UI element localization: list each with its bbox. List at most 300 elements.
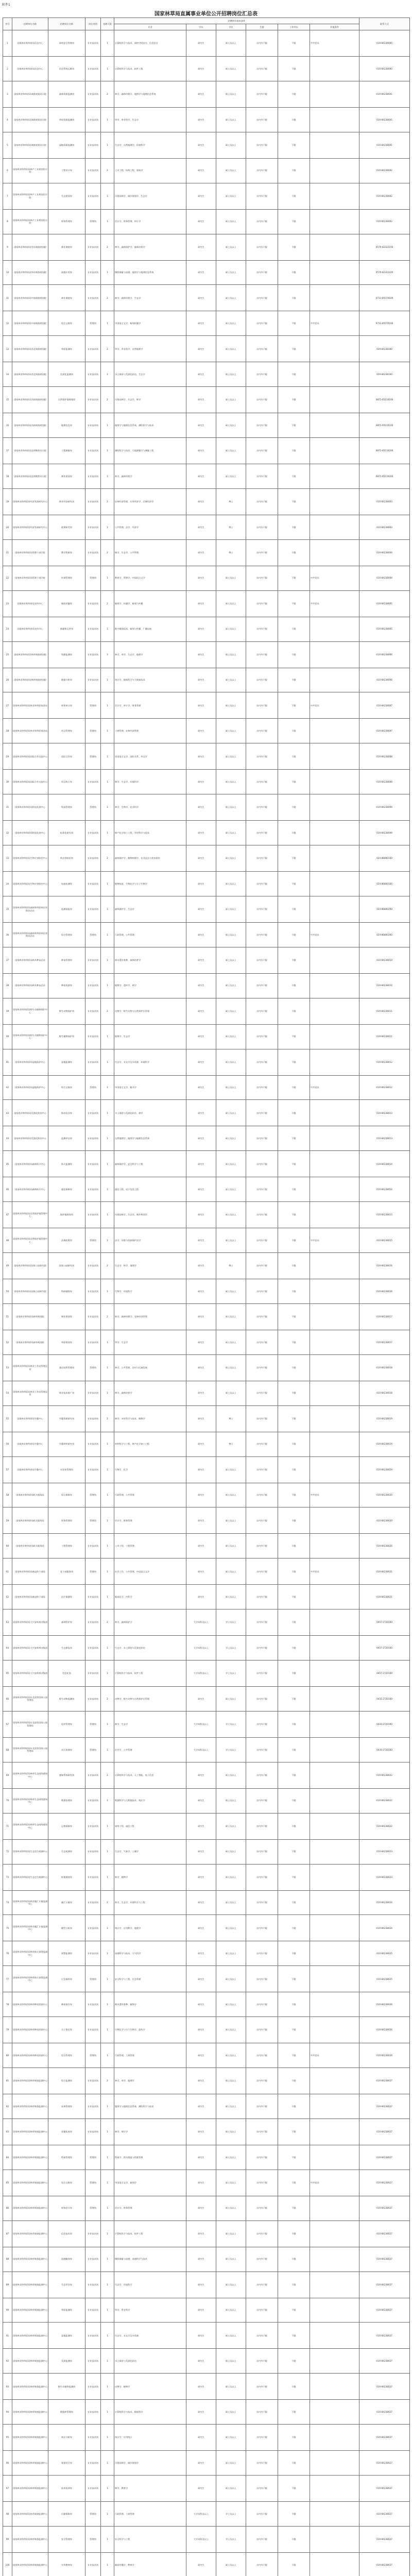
cell-degree: 硕士及以上 (216, 2221, 246, 2247)
cell-index: 9 (3, 234, 12, 260)
cell-origin: 京内外不限 (246, 1177, 278, 1202)
cell-education: 研究生 (186, 132, 216, 158)
table-row (3, 209, 410, 234)
table-row (3, 743, 410, 770)
cell-education: 研究生 (186, 158, 216, 183)
cell-major: 草学、生态学 (114, 1330, 186, 1354)
cell-education: 研究生 (186, 2400, 216, 2425)
cell-major: 统计学、数据科学与大数据技术 (114, 668, 186, 692)
cell-post: 防沙治沙岗 (48, 1100, 85, 1126)
cell-post: 科技管理岗 (48, 794, 85, 821)
table-row (3, 1585, 410, 1609)
cell-index: 99 (3, 2526, 12, 2552)
cell-index: 24 (3, 617, 12, 641)
cell-unit: 国家林业和草原局国际合作交流中心 (12, 743, 48, 770)
cell-education: 研究生 (186, 2552, 216, 2576)
cell-major: 安全科学与工程 (114, 2526, 186, 2552)
cell-other (310, 1585, 359, 1609)
cell-unit: 国家林业和草原局湿地保护中心 (12, 1049, 48, 1075)
cell-origin: 京内外不限 (246, 438, 278, 464)
cell-origin: 京内外不限 (246, 1890, 278, 1915)
table-row (3, 2349, 410, 2374)
cell-origin: 京内外不限 (246, 1354, 278, 1381)
cell-experience: 不限 (278, 311, 310, 336)
cell-education: 研究生 (186, 1534, 216, 1558)
cell-count: 1 (101, 2170, 114, 2196)
cell-experience: 不限 (278, 845, 310, 872)
cell-experience: 不限 (278, 30, 310, 57)
cell-degree: 硕士及以上 (216, 2298, 246, 2323)
cell-experience: 不限 (278, 1534, 310, 1558)
cell-unit: 国家林业和草原局调查规划设计院 (12, 81, 48, 107)
cell-other (310, 1507, 359, 1534)
cell-degree: 硕士及以上 (216, 311, 246, 336)
cell-degree: 硕士及以上 (216, 2247, 246, 2272)
cell-index: 85 (3, 2170, 12, 2196)
cell-education: 研究生 (186, 2119, 216, 2145)
cell-unit: 国家林业和草原局西南调查规划院 (12, 387, 48, 413)
cell-unit: 国家林业和草原局科技发展中心 (12, 794, 48, 821)
cell-unit: 国家林业和草原局野生动植物保护中心 (12, 998, 48, 1024)
cell-unit: 国家林业和草原局林业碳汇计量监测中心 (12, 1890, 48, 1915)
cell-category: 专业技术岗 (85, 1432, 101, 1456)
table-row (3, 1534, 410, 1558)
cell-other (310, 2272, 359, 2298)
cell-origin: 京内外不限 (246, 2247, 278, 2272)
header-cell: 工作经历 (278, 24, 310, 30)
cell-experience: 不限 (278, 488, 310, 515)
cell-category: 专业技术岗 (85, 2272, 101, 2298)
cell-count: 1 (101, 1737, 114, 1762)
cell-post: 综合文秘岗 (48, 1075, 85, 1100)
cell-other (310, 2526, 359, 2552)
cell-origin: 京内外不限 (246, 1788, 278, 1813)
cell-education: 研究生 (186, 260, 216, 285)
table-row (3, 1839, 410, 1864)
cell-origin: 京内外不限 (246, 821, 278, 845)
cell-origin: 京内外不限 (246, 2017, 278, 2043)
cell-index: 96 (3, 2451, 12, 2476)
cell-origin: 京内外不限 (246, 2272, 278, 2298)
cell-origin: 京内外不限 (246, 1941, 278, 1966)
cell-contact: 010-84238000 (359, 57, 410, 81)
cell-major: 计算机科学与技术、软件工程 (114, 57, 186, 81)
table-row (3, 2323, 410, 2349)
cell-category: 专业技术岗 (85, 1253, 101, 1279)
cell-index: 15 (3, 387, 12, 413)
cell-index: 37 (3, 947, 12, 973)
cell-major: 植物检疫、生物化学与分子生物学 (114, 872, 186, 896)
cell-degree: 硕士及以上 (216, 1534, 246, 1558)
table-row (3, 1381, 410, 1405)
cell-category: 专业技术岗 (85, 1456, 101, 1483)
cell-major: 林木遗传育种、植物学 (114, 1992, 186, 2017)
cell-other (310, 2221, 359, 2247)
cell-major: 会计学、财务管理 (114, 2196, 186, 2221)
cell-origin: 京内外不限 (246, 2526, 278, 2552)
cell-degree: 硕士及以上 (216, 641, 246, 668)
cell-other (310, 2094, 359, 2119)
table-row (3, 1049, 410, 1075)
cell-count: 1 (101, 1813, 114, 1839)
cell-experience: 不限 (278, 2400, 310, 2425)
cell-degree: 硕士及以上 (216, 668, 246, 692)
cell-major: 生物学、环境科学 (114, 1279, 186, 1304)
table-row (3, 132, 410, 158)
cell-count: 2 (101, 81, 114, 107)
cell-post: 工程管理岗 (48, 1534, 85, 1558)
cell-origin: 京内外不限 (246, 234, 278, 260)
table-row (3, 1228, 410, 1253)
cell-unit: 国家林业和草原局离退休干部局 (12, 1585, 48, 1609)
cell-other (310, 668, 359, 692)
cell-post: 种质资源岗 (48, 973, 85, 998)
cell-experience: 不限 (278, 872, 310, 896)
table-row (3, 1405, 410, 1432)
cell-origin: 京内外不限 (246, 81, 278, 107)
cell-education: 研究生 (186, 515, 216, 539)
table-row (3, 794, 410, 821)
cell-contact: 0457-2720100 (359, 1636, 410, 1660)
table-row (3, 719, 410, 743)
table-row (3, 1432, 410, 1456)
cell-experience: 不限 (278, 794, 310, 821)
cell-index: 70 (3, 1788, 12, 1813)
cell-index: 93 (3, 2374, 12, 2400)
cell-major: 林学、森林培育学 (114, 1381, 186, 1405)
table-row (3, 2017, 410, 2043)
cell-post: 综合文秘岗 (48, 311, 85, 336)
cell-major: 生态学、水文学及水资源 (114, 2323, 186, 2349)
cell-degree: 硕士及以上 (216, 1890, 246, 1915)
cell-major: 中国语言文学、秘书学 (114, 1075, 186, 1100)
cell-degree: 硕士及以上 (216, 770, 246, 794)
cell-index: 77 (3, 1966, 12, 1992)
cell-index: 97 (3, 2476, 12, 2502)
cell-index: 44 (3, 1126, 12, 1151)
cell-major: 教育学、管理学、中国语言文学 (114, 566, 186, 590)
cell-experience: 不限 (278, 81, 310, 107)
cell-unit: 国家林业和草原局林草种质资源中心 (12, 2043, 48, 2068)
table-row (3, 2552, 410, 2576)
cell-contact: 010-84238018 (359, 1381, 410, 1405)
cell-contact: 010-84238027 (359, 2451, 410, 2476)
cell-major: 生物化学与分子生物学、遗传学 (114, 2017, 186, 2043)
cell-origin: 京内外不限 (246, 1585, 278, 1609)
cell-contact: 010-84238027 (359, 2119, 410, 2145)
cell-index: 31 (3, 794, 12, 821)
cell-post: 竹藤材料研究岗 (48, 1432, 85, 1456)
cell-experience: 不限 (278, 132, 310, 158)
cell-major: 生态学、气象学、土壤学 (114, 1839, 186, 1864)
cell-major: 计算机科学与技术、软件工程 (114, 2221, 186, 2247)
cell-unit: 国家林业和草原局信息中心 (12, 30, 48, 57)
header-cell: 招聘人数 (101, 18, 114, 30)
cell-origin: 京内外不限 (246, 311, 278, 336)
cell-education: 研究生 (186, 1049, 216, 1075)
cell-contact: 010-84238027 (359, 2094, 410, 2119)
cell-education: 研究生 (186, 1075, 216, 1100)
cell-count: 1 (101, 821, 114, 845)
cell-experience: 不限 (278, 1354, 310, 1381)
cell-index: 60 (3, 1534, 12, 1558)
cell-contact: 010-84238027 (359, 2552, 410, 2576)
cell-other (310, 1432, 359, 1456)
cell-unit: 国家林业和草原局机关服务局 (12, 1534, 48, 1558)
cell-degree: 学士及以上 (216, 2526, 246, 2552)
cell-index: 47 (3, 1202, 12, 1228)
cell-index: 92 (3, 2349, 12, 2374)
cell-post: 草原规划岗 (48, 1330, 85, 1354)
cell-major: 会计学、财务管理、审计学 (114, 209, 186, 234)
cell-count: 2 (101, 539, 114, 566)
cell-education: 研究生 (186, 845, 216, 872)
cell-post: 后勤保障岗 (48, 2502, 85, 2527)
cell-origin: 京内外不限 (246, 1762, 278, 1788)
cell-category: 专业技术岗 (85, 488, 101, 515)
cell-other (310, 107, 359, 132)
cell-contact: 010-84238027 (359, 2349, 410, 2374)
cell-origin: 京内外不限 (246, 770, 278, 794)
cell-major: 材料科学与工程、林产化学加工工程 (114, 1432, 186, 1456)
cell-count: 2 (101, 285, 114, 311)
cell-education: 研究生 (186, 1966, 216, 1992)
cell-major: 生态学、水文学及水资源、环境科学 (114, 1049, 186, 1075)
cell-experience: 不限 (278, 1558, 310, 1585)
cell-education: 大学本科及以上 (186, 1737, 216, 1762)
cell-count: 2 (101, 845, 114, 872)
cell-index: 6 (3, 158, 12, 183)
cell-contact: 010-84238008 (359, 770, 410, 794)
cell-other: 中共党员 (310, 1483, 359, 1507)
cell-count: 1 (101, 1636, 114, 1660)
cell-origin: 京内外不限 (246, 1303, 278, 1330)
cell-major: 计算机科学与技术、数据科学 (114, 2400, 186, 2425)
cell-unit: 国家林业和草原局林草防火预警监测中心 (12, 1966, 48, 1992)
cell-index: 41 (3, 1049, 12, 1075)
cell-origin: 京内外不限 (246, 2068, 278, 2094)
cell-origin: 京内外不限 (246, 1432, 278, 1456)
cell-degree: 硕士及以上 (216, 1279, 246, 1304)
cell-category: 专业技术岗 (85, 1636, 101, 1660)
cell-index: 73 (3, 1864, 12, 1890)
table-row (3, 260, 410, 285)
cell-category: 专业技术岗 (85, 2349, 101, 2374)
cell-other (310, 260, 359, 285)
header-cell: 序号 (3, 18, 12, 30)
cell-experience: 不限 (278, 1737, 310, 1762)
cell-index: 42 (3, 1075, 12, 1100)
cell-origin: 京内外不限 (246, 1864, 278, 1890)
table-row (3, 821, 410, 845)
table-row (3, 1177, 410, 1202)
cell-experience: 不限 (278, 590, 310, 617)
cell-experience: 不限 (278, 438, 310, 464)
table-row (3, 1660, 410, 1687)
cell-category: 专业技术岗 (85, 1609, 101, 1636)
cell-post: 生态观测岗 (48, 1839, 85, 1864)
table-header-row-group (3, 18, 410, 24)
cell-index: 58 (3, 1483, 12, 1507)
cell-experience: 不限 (278, 2145, 310, 2170)
cell-contact: 010-84238018 (359, 1354, 410, 1381)
cell-contact: 010-84238015 (359, 1228, 410, 1253)
cell-unit: 国家林业和草原局森林和草原病虫害防治总站 (12, 896, 48, 922)
cell-major: 林学、植物学 (114, 1864, 186, 1890)
cell-experience: 不限 (278, 260, 310, 285)
cell-index: 22 (3, 566, 12, 590)
cell-major: 地图学与地理信息系统、测绘科学与技术 (114, 2094, 186, 2119)
table-row (3, 668, 410, 692)
cell-education: 研究生 (186, 539, 216, 566)
cell-other (310, 947, 359, 973)
cell-other (310, 719, 359, 743)
cell-contact: 010-84238015 (359, 1202, 410, 1228)
cell-count: 1 (101, 2476, 114, 2502)
cell-degree: 硕士及以上 (216, 845, 246, 872)
cell-other: 中共党员 (310, 590, 359, 617)
cell-other (310, 896, 359, 922)
cell-category: 专业技术岗 (85, 1585, 101, 1609)
cell-unit: 国家林业和草原局调查规划设计院 (12, 132, 48, 158)
cell-count: 1 (101, 896, 114, 922)
cell-education: 研究生 (186, 107, 216, 132)
cell-degree: 硕士及以上 (216, 209, 246, 234)
cell-index: 4 (3, 107, 12, 132)
cell-education: 研究生 (186, 438, 216, 464)
cell-major: 生态学、林学、地理学 (114, 1253, 186, 1279)
cell-contact: 0579-82322100 (359, 260, 410, 285)
cell-major: 计算机科学与技术、人工智能、电子信息 (114, 1762, 186, 1788)
cell-contact: 010-84238022 (359, 1813, 410, 1839)
cell-contact: 010-84238005 (359, 590, 410, 617)
cell-education: 研究生 (186, 234, 216, 260)
cell-education: 研究生 (186, 1941, 216, 1966)
cell-index: 36 (3, 922, 12, 947)
cell-other (310, 1354, 359, 1381)
cell-experience: 不限 (278, 1915, 310, 1941)
cell-other (310, 1381, 359, 1405)
cell-origin: 京内外不限 (246, 1202, 278, 1228)
cell-other (310, 2298, 359, 2323)
cell-index: 7 (3, 183, 12, 209)
cell-origin: 京内外不限 (246, 158, 278, 183)
table-row (3, 947, 410, 973)
table-row (3, 1330, 410, 1354)
table-row (3, 107, 410, 132)
cell-count: 1 (101, 57, 114, 81)
cell-other (310, 2451, 359, 2476)
cell-education: 研究生 (186, 2425, 216, 2451)
cell-origin: 京内外不限 (246, 719, 278, 743)
cell-post: 标准化研究岗 (48, 821, 85, 845)
cell-count: 1 (101, 1915, 114, 1941)
cell-major: 法学、环境与资源保护法学 (114, 1228, 186, 1253)
cell-origin: 京内外不限 (246, 1813, 278, 1839)
cell-count: 1 (101, 1354, 114, 1381)
cell-origin: 京内外不限 (246, 2451, 278, 2476)
cell-contact: 010-84238004 (359, 539, 410, 566)
cell-post: 林业规划岗 (48, 464, 85, 489)
cell-count: 1 (101, 692, 114, 719)
cell-major: 遥感科学与技术、大气科学 (114, 1941, 186, 1966)
cell-unit: 国家林业和草原局林草调查监测中心 (12, 2425, 48, 2451)
cell-origin: 京内外不限 (246, 1330, 278, 1354)
cell-degree: 硕士及以上 (216, 1762, 246, 1788)
cell-unit: 国家林业和草原局经济发展研究中心 (12, 488, 48, 515)
cell-degree: 硕士及以上 (216, 1585, 246, 1609)
cell-unit: 国家林业和草原局生物灾害防控中心 (12, 872, 48, 896)
table-row (3, 57, 410, 81)
cell-count: 1 (101, 183, 114, 209)
table-row (3, 1279, 410, 1304)
table-row (3, 973, 410, 998)
cell-category: 专业技术岗 (85, 1762, 101, 1788)
cell-degree: 硕士及以上 (216, 1151, 246, 1177)
cell-index: 65 (3, 1660, 12, 1687)
cell-category: 专业技术岗 (85, 973, 101, 998)
header-cell: 学历 (186, 24, 216, 30)
cell-major: 林学、统计学 (114, 2119, 186, 2145)
cell-category: 专业技术岗 (85, 336, 101, 362)
cell-origin: 京内外不限 (246, 1151, 278, 1177)
cell-other (310, 1405, 359, 1432)
cell-index: 61 (3, 1558, 12, 1585)
cell-major: 水土保持与荒漠化防治 (114, 2349, 186, 2374)
table-row (3, 1202, 410, 1228)
cell-education: 研究生 (186, 413, 216, 438)
cell-unit: 国家林业和草原局林草种质资源中心 (12, 2017, 48, 2043)
cell-major: 土木工程、工程管理 (114, 1534, 186, 1558)
cell-degree: 硕士及以上 (216, 821, 246, 845)
cell-post: 野生植物保护岗 (48, 1024, 85, 1049)
cell-origin: 京内外不限 (246, 132, 278, 158)
cell-count: 1 (101, 2552, 114, 2576)
cell-unit: 国家林业和草原局离退休干部局 (12, 1558, 48, 1585)
cell-degree: 硕士及以上 (216, 896, 246, 922)
cell-post: 分子鉴定岗 (48, 2017, 85, 2043)
cell-contact: 0457-2720100 (359, 1660, 410, 1687)
cell-contact: 0731-85570100 (359, 311, 410, 336)
cell-category: 专业技术岗 (85, 2374, 101, 2400)
cell-count: 1 (101, 30, 114, 57)
cell-contact: 0871-65110100 (359, 387, 410, 413)
cell-count: 1 (101, 1381, 114, 1405)
cell-origin: 京内外不限 (246, 209, 278, 234)
cell-experience: 不限 (278, 539, 310, 566)
cell-degree: 博士 (216, 1432, 246, 1456)
cell-experience: 不限 (278, 668, 310, 692)
cell-unit: 国家林业和草原局林产工业规划设计院 (12, 183, 48, 209)
cell-post: 数据治理岗 (48, 1788, 85, 1813)
cell-category: 专业技术岗 (85, 387, 101, 413)
cell-other (310, 1890, 359, 1915)
cell-unit: 国家林业和草原局中南调查规划院 (12, 311, 48, 336)
table-row (3, 2476, 410, 2502)
cell-experience: 不限 (278, 2247, 310, 2272)
cell-education: 研究生 (186, 872, 216, 896)
table-row (3, 1737, 410, 1762)
cell-post: 老干部服务岗 (48, 1558, 85, 1585)
cell-degree: 硕士及以上 (216, 590, 246, 617)
cell-count: 1 (101, 1330, 114, 1354)
cell-category: 专业技术岗 (85, 1177, 101, 1202)
cell-degree: 硕士及以上 (216, 413, 246, 438)
cell-other (310, 743, 359, 770)
cell-other (310, 464, 359, 489)
table-row (3, 1126, 410, 1151)
table-row (3, 285, 410, 311)
